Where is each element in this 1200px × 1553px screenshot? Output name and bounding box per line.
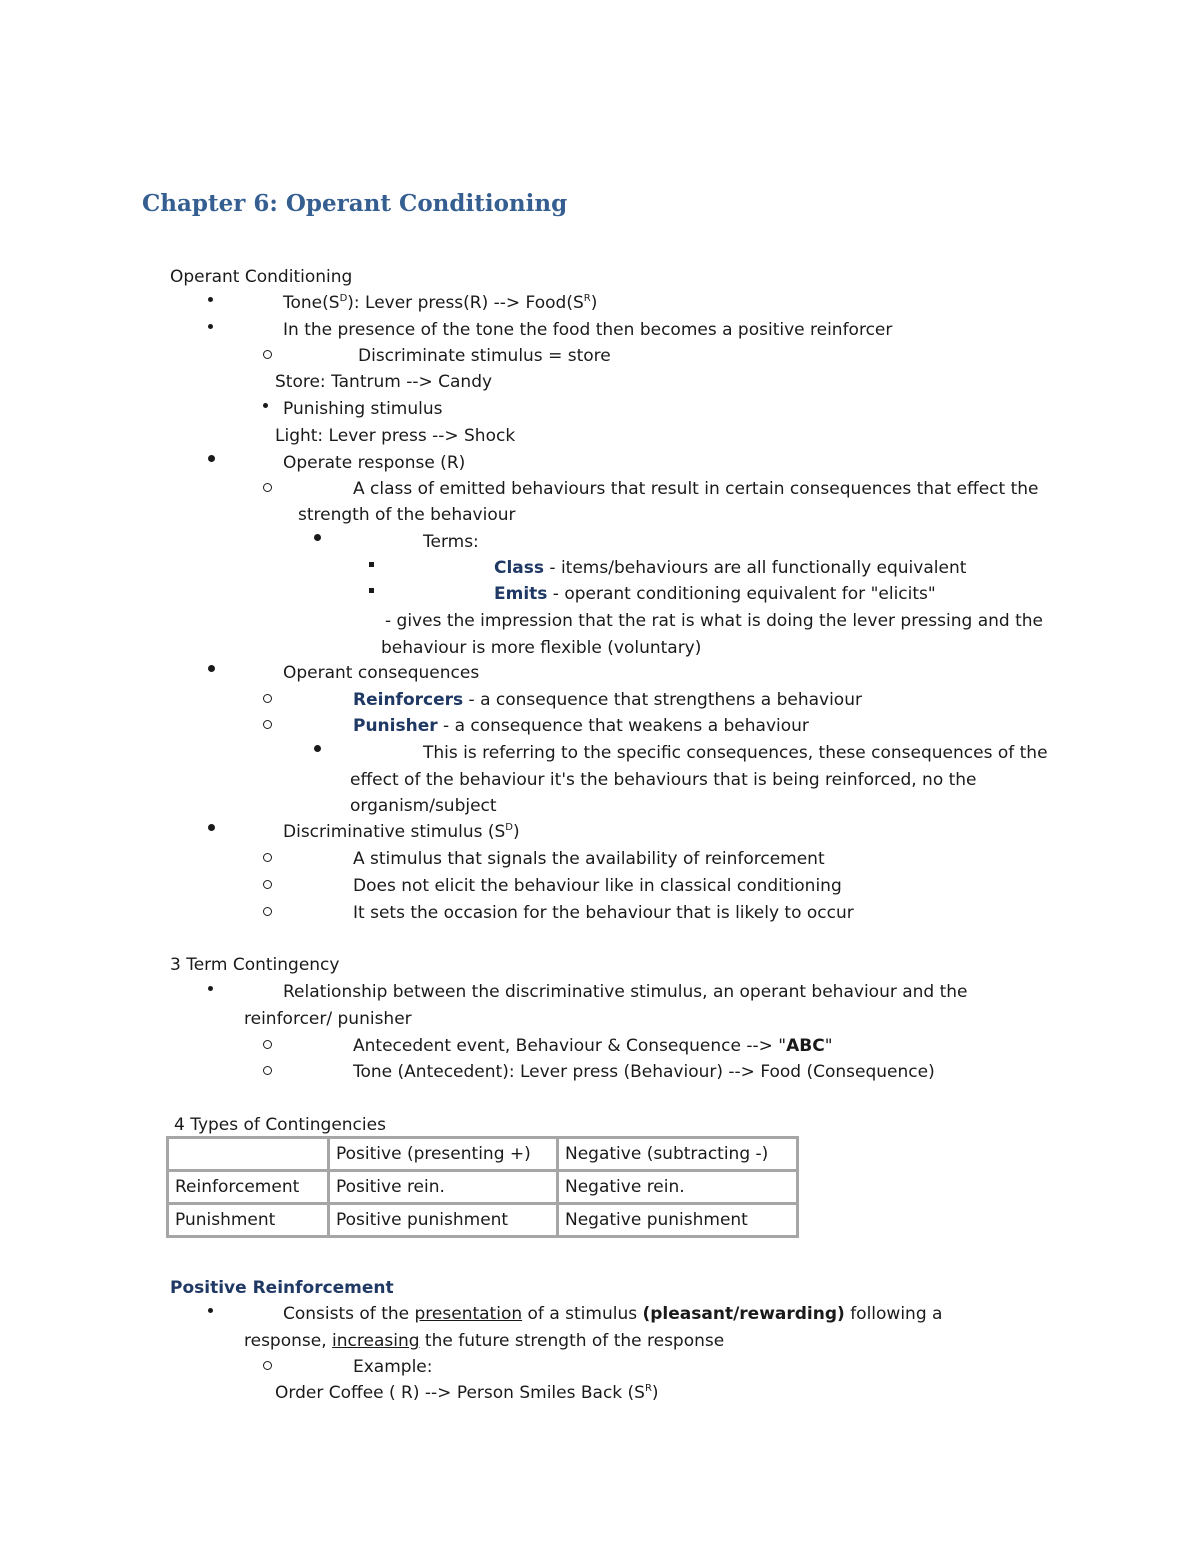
table-cell: Punishment bbox=[168, 1204, 329, 1237]
list-item: This is referring to the specific consequences, these consequences of the bbox=[423, 743, 1048, 763]
list-item-continued: reinforcer/ punisher bbox=[244, 1009, 412, 1029]
terms-label: Terms: bbox=[423, 532, 479, 552]
list-item: In the presence of the tone the food then becomes a positive reinforcer bbox=[283, 320, 893, 340]
list-item: A class of emitted behaviours that result in certain consequences that effect the bbox=[353, 479, 1039, 499]
hollow-bullet-icon bbox=[263, 880, 272, 889]
list-item-continued: effect of the behaviour it's the behaviours that is being reinforced, no the bbox=[350, 770, 977, 790]
section-heading-positive-reinforcement: Positive Reinforcement bbox=[170, 1278, 394, 1298]
table-cell: Positive rein. bbox=[329, 1171, 558, 1204]
hollow-bullet-icon bbox=[263, 1040, 272, 1049]
list-item: Punishing stimulus bbox=[283, 399, 443, 419]
list-item: Operate response (R) bbox=[283, 453, 466, 473]
list-item: Tone (Antecedent): Lever press (Behaviour) --> Food (Consequence) bbox=[353, 1062, 935, 1082]
hollow-bullet-icon bbox=[263, 350, 272, 359]
list-item-continued: strength of the behaviour bbox=[298, 505, 516, 525]
table-row bbox=[168, 1204, 798, 1237]
list-item: It sets the occasion for the behaviour that is likely to occur bbox=[353, 903, 854, 923]
hollow-bullet-icon bbox=[263, 853, 272, 862]
bullet-icon bbox=[208, 824, 215, 831]
term-punisher: Punisher - a consequence that weakens a behaviour bbox=[353, 716, 809, 736]
hollow-bullet-icon bbox=[263, 720, 272, 729]
bullet-icon bbox=[208, 1308, 213, 1313]
discriminative-stimulus-line: Discriminative stimulus $(S^D)$ bbox=[283, 822, 520, 842]
table-cell: Negative rein. bbox=[558, 1171, 798, 1204]
square-bullet-icon bbox=[369, 562, 374, 567]
list-item: Does not elicit the behaviour like in classical conditioning bbox=[353, 876, 842, 896]
section-heading-operant-conditioning: Operant Conditioning bbox=[170, 267, 353, 287]
coffee-example: Order Coffee ( R) --> Person Smiles Back $(S^R)$ bbox=[275, 1383, 659, 1403]
section-heading-three-term: 3 Term Contingency bbox=[170, 955, 340, 975]
table-header-row bbox=[168, 1138, 798, 1171]
list-item: A stimulus that signals the availability of reinforcement bbox=[353, 849, 825, 869]
section-heading-four-types: 4 Types of Contingencies bbox=[174, 1115, 386, 1135]
example-line: Light: Lever press --> Shock bbox=[275, 426, 516, 446]
example-line: Store: Tantrum --> Candy bbox=[275, 372, 493, 392]
table-cell: Positive (presenting +) bbox=[329, 1138, 558, 1171]
table-cell: Negative punishment bbox=[558, 1204, 798, 1237]
term-emits: Emits - operant conditioning equivalent for "elicits" bbox=[494, 584, 936, 604]
bullet-icon bbox=[208, 297, 213, 302]
abc-line: Antecedent event, Behaviour & Consequence --> "ABC" bbox=[353, 1036, 833, 1056]
bullet-icon bbox=[208, 665, 215, 672]
hollow-bullet-icon bbox=[263, 1361, 272, 1370]
bullet-icon bbox=[208, 324, 213, 329]
table-cell: Positive punishment bbox=[329, 1204, 558, 1237]
bullet-icon bbox=[208, 455, 215, 462]
list-item: Discriminate stimulus = store bbox=[358, 346, 611, 366]
hollow-bullet-icon bbox=[263, 694, 272, 703]
list-item: Relationship between the discriminative stimulus, an operant behaviour and the bbox=[283, 982, 968, 1002]
emits-note: - gives the impression that the rat is what is doing the lever pressing and the bbox=[385, 611, 1043, 631]
definition-line-continued: response, increasing the future strength of the response bbox=[244, 1331, 725, 1351]
bullet-icon bbox=[314, 534, 321, 541]
square-bullet-icon bbox=[369, 588, 374, 593]
list-item: Operant consequences bbox=[283, 663, 480, 683]
bullet-icon bbox=[314, 745, 321, 752]
table-row bbox=[168, 1171, 798, 1204]
table-cell bbox=[168, 1138, 329, 1171]
hollow-bullet-icon bbox=[263, 483, 272, 492]
table-cell: Negative (subtracting -) bbox=[558, 1138, 798, 1171]
tone-line: $Tone(S^D)$: Lever press(R) --> $Food(S^R)$ bbox=[283, 293, 598, 313]
term-reinforcers: Reinforcers - a consequence that strengthens a behaviour bbox=[353, 690, 862, 710]
table-cell: Reinforcement bbox=[168, 1171, 329, 1204]
hollow-bullet-icon bbox=[263, 907, 272, 916]
bullet-icon bbox=[208, 986, 213, 991]
hollow-bullet-icon bbox=[263, 1066, 272, 1075]
emits-note-continued: behaviour is more flexible (voluntary) bbox=[381, 638, 702, 658]
definition-line: Consists of the presentation of a stimulus (pleasant/rewarding) following a bbox=[283, 1304, 943, 1324]
example-label: Example: bbox=[353, 1357, 433, 1377]
contingency-table bbox=[166, 1136, 799, 1238]
page-title: Chapter 6: Operant Conditioning bbox=[142, 190, 568, 217]
bullet-icon bbox=[263, 403, 268, 408]
list-item-continued: organism/subject bbox=[350, 796, 497, 816]
term-class: Class - items/behaviours are all functionally equivalent bbox=[494, 558, 967, 578]
